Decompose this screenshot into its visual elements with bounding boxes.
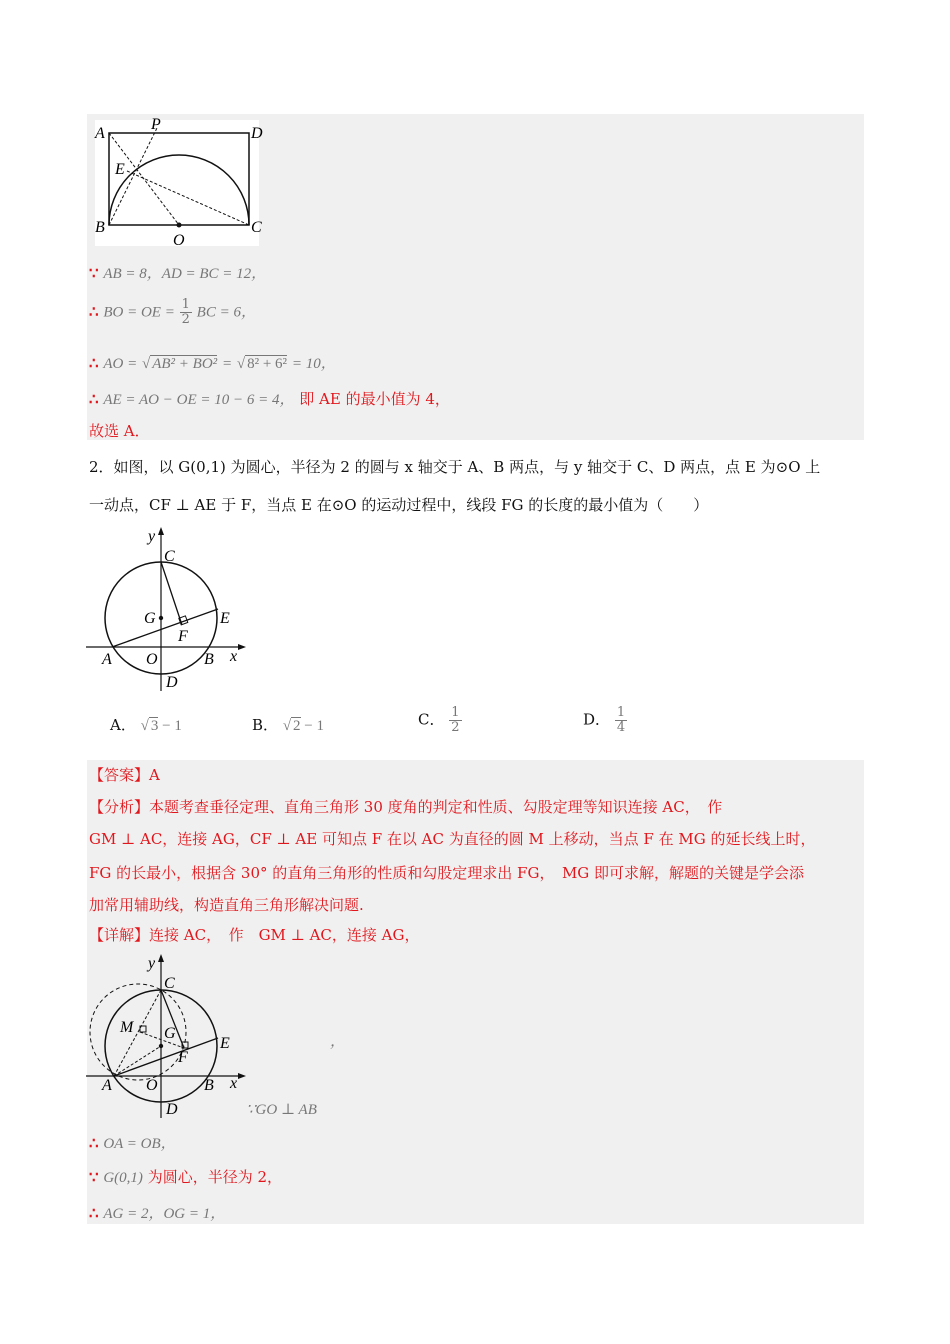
fig3-label-x: x <box>230 1075 238 1092</box>
solution-1-line-1: ∵ AB = 8，AD = BC = 12， <box>89 264 267 282</box>
analysis-line-2: GM ⊥ AC，连接 AG，CF ⊥ AE 可知点 F 在以 AC 为直径的圆 M 上移动，当点 F 在 MG 的延长线上时， <box>89 830 816 848</box>
fig1-label-b: B <box>95 219 105 236</box>
fig1-label-d: D <box>251 125 263 142</box>
figure-3-construction <box>84 952 256 1122</box>
fig2-label-g: G <box>144 610 156 627</box>
solution-1-line-2: ∴ BO = OE = $\frac{1}{2}$ BC = 6， <box>89 297 256 327</box>
fig3-label-g: G <box>164 1025 176 1042</box>
fig2-label-a: A <box>102 651 112 668</box>
fig1-label-p: P <box>151 116 161 133</box>
fig3-label-d: D <box>166 1101 178 1118</box>
fig1-label-c: C <box>251 219 262 236</box>
fig1-label-e: E <box>115 161 125 178</box>
fig2-label-c: C <box>164 548 175 565</box>
answer-line: 【答案】A <box>89 766 160 784</box>
fig2-label-x: x <box>230 648 238 665</box>
fig3-label-b: B <box>204 1077 214 1094</box>
because-go-perp-ab: ∵GO ⊥ AB <box>246 1102 317 1118</box>
option-b[interactable]: B． √ 2 − 1 <box>252 716 325 734</box>
fig2-label-o: O <box>146 651 158 668</box>
solution-2-line-1: ∴ OA = OB， <box>89 1134 176 1152</box>
fig3-label-a: A <box>102 1077 112 1094</box>
fig3-label-o: O <box>146 1077 158 1094</box>
fig1-label-a: A <box>95 125 105 142</box>
option-d[interactable]: D． $\frac{1}{4}$ <box>583 705 626 735</box>
question-2-line-1: 2．如图，以 G(0,1) 为圆心，半径为 2 的圆与 x 轴交于 A、B 两点，与 y 轴交于 C、D 两点，点 E 为⊙O 上 <box>89 458 821 476</box>
fig2-label-e: E <box>220 610 230 627</box>
fig3-label-f: F <box>178 1049 188 1066</box>
fig3-label-c: C <box>164 975 175 992</box>
question-2-line-2: 一动点，CF ⊥ AE 于 F，当点 E 在⊙O 的运动过程中，线段 FG 的长度的最小值为（ ） <box>89 496 709 514</box>
detail-line-1: 【详解】连接 AC， 作 GM ⊥ AC，连接 AG， <box>89 926 420 944</box>
fig3-label-y: y <box>148 955 156 972</box>
figure-1-rectangle-semicircle <box>87 114 267 250</box>
solution-1-line-3: ∴ AO = √ AB² + BO² = √ 8² + 6² = 10， <box>89 354 336 372</box>
fig2-label-f: F <box>178 628 188 645</box>
analysis-line-1: 【分析】本题考查垂径定理、直角三角形 30 度角的判定和性质、勾股定理等知识连接 AC， 作 <box>89 798 723 816</box>
solution-1-line-4: ∴ AE = AO − OE = 10 − 6 = 4， 即 AE 的最小值为 4， <box>89 390 450 408</box>
fig2-label-b: B <box>204 651 214 668</box>
option-c[interactable]: C． $\frac{1}{2}$ <box>418 705 460 735</box>
fig3-label-e: E <box>220 1035 230 1052</box>
fig1-label-o: O <box>173 232 185 249</box>
analysis-line-4: 加常用辅助线，构造直角三角形解决问题. <box>89 896 364 914</box>
solution-2-line-3: ∴ AG = 2，OG = 1， <box>89 1204 226 1222</box>
fraction-one-half: $\frac{1}{2}$ <box>181 297 190 327</box>
analysis-line-3: FG 的长最小，根据含 30° 的直角三角形的性质和勾股定理求出 FG， MG 即可求解，解题的关键是学会添 <box>89 864 805 882</box>
fig3-label-m: M <box>120 1019 134 1036</box>
fig2-label-y: y <box>148 528 156 545</box>
fig2-label-d: D <box>166 674 178 691</box>
solution-2-line-2: ∵ G(0,1) 为圆心，半径为 2， <box>89 1168 282 1186</box>
figure-2-circle <box>84 525 254 695</box>
figure-3-comma: ， <box>330 1034 346 1050</box>
solution-1-line-5: 故选 A． <box>89 422 150 440</box>
option-a[interactable]: A． √ 3 − 1 <box>110 716 182 734</box>
